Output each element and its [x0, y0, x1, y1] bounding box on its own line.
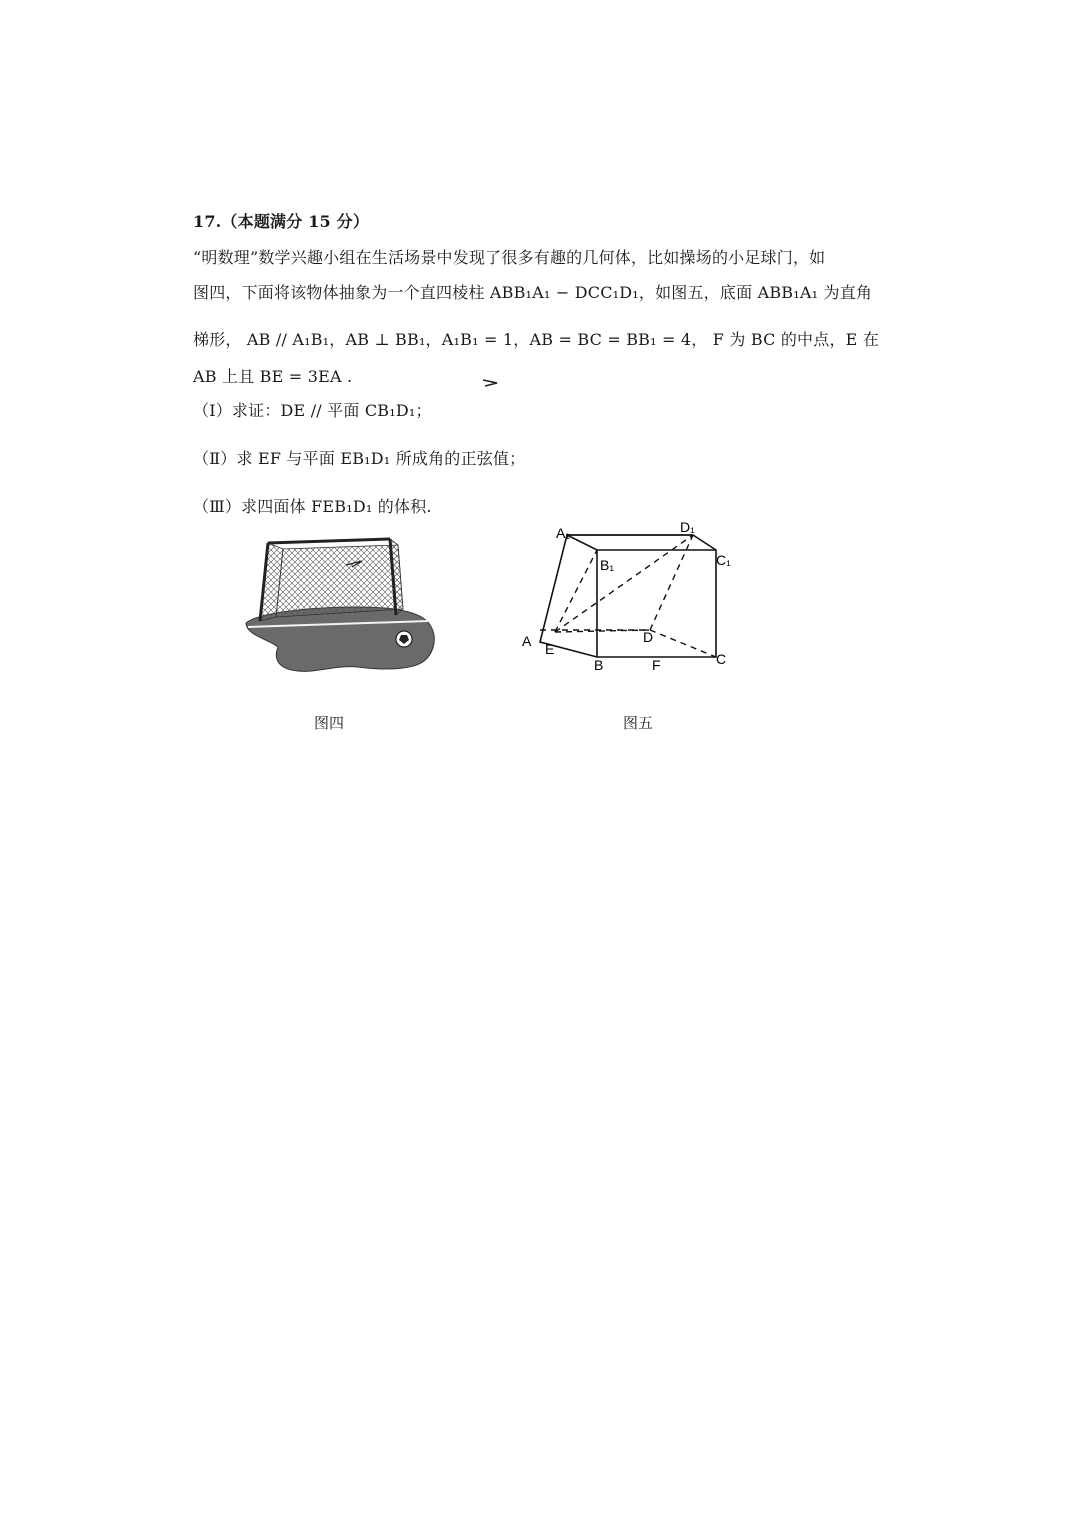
problem-heading: 17.（本题满分 15 分） — [193, 212, 370, 231]
problem-line-1: “明数理”数学兴趣小组在生活场景中发现了很多有趣的几何体，比如操场的小足球门，如 — [193, 248, 826, 267]
label-b: B — [594, 657, 604, 673]
label-d1: D₁ — [680, 519, 695, 535]
label-c1: C₁ — [716, 552, 731, 568]
problem-line-2: 图四，下面将该物体抽象为一个直四棱柱 ABB₁A₁ − DCC₁D₁，如图五，底面 ABB₁A₁ 为直角 — [193, 283, 873, 302]
label-c: C — [716, 651, 727, 667]
prism-diagram — [515, 515, 745, 675]
problem-line-3: 梯形， AB // A₁B₁，AB ⊥ BB₁，A₁B₁ = 1，AB = BC = BB₁ = 4， F 为 BC 的中点，E 在 — [193, 330, 880, 349]
question-3: （Ⅲ）求四面体 FEB₁D₁ 的体积. — [193, 497, 432, 516]
label-a1: A₁ — [556, 525, 571, 541]
pen-mark — [480, 375, 502, 389]
label-a: A — [522, 633, 532, 649]
label-d: D — [643, 629, 654, 645]
soccer-goal-illustration — [238, 535, 440, 685]
question-2: （Ⅱ）求 EF 与平面 EB₁D₁ 所成角的正弦值； — [193, 449, 526, 468]
figure-5-caption: 图五 — [623, 714, 654, 732]
label-e: E — [545, 641, 555, 657]
problem-line-4: AB 上且 BE = 3EA . — [193, 367, 353, 386]
figure-4-caption: 图四 — [314, 714, 345, 732]
question-1: （Ⅰ）求证：DE // 平面 CB₁D₁； — [193, 401, 432, 420]
label-b1: B₁ — [600, 557, 615, 573]
label-f: F — [652, 657, 661, 673]
